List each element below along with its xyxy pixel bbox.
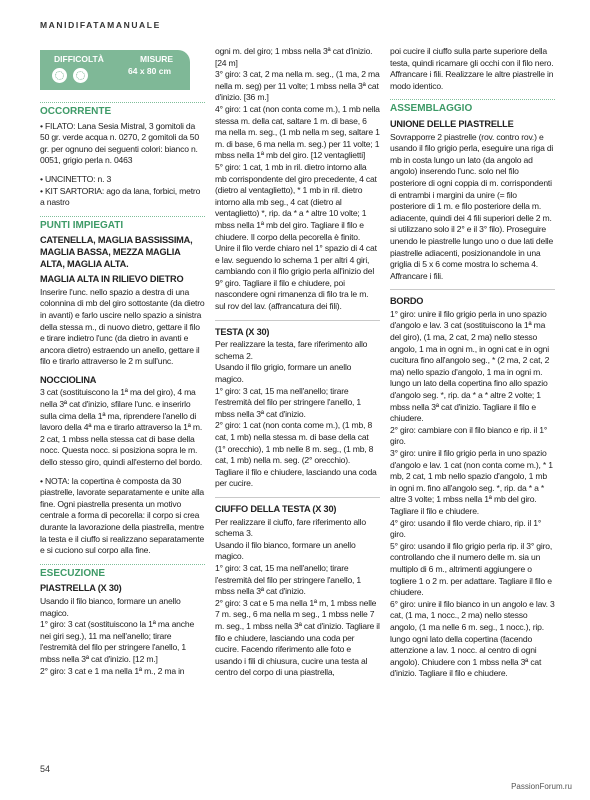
testa-round-1: 1° giro: 3 cat, 15 ma nell'anello; tirare l'estremità del filo per stringere l'anello, 1 mbss nella 3ª cat d'inizio.	[215, 385, 361, 419]
testa-intro: Per realizzare la testa, fare riferimento allo schema 2.	[215, 339, 368, 361]
materials-hook: • UNCINETTO: n. 3	[40, 173, 112, 184]
page-number: 54	[40, 764, 51, 774]
ciuffo-magic-ring: Usando il filo bianco, formare un anello magico.	[215, 539, 356, 562]
column-2	[215, 46, 380, 686]
ciuffo-intro: Per realizzare il ciuffo, fare riferimento allo schema 3.	[215, 516, 366, 539]
col2-round-2-cont: ogni m. del giro; 1 mbss nella 3ª cat d'inizio. [24 m]	[215, 46, 373, 68]
column-3	[390, 46, 555, 687]
subsection-title-bordo: BORDO	[390, 296, 424, 307]
size-label: MISURE	[140, 54, 174, 64]
col2-round-3: 3° giro: 3 cat, 2 ma nella m. seg., (1 ma, 2 ma nella m. seg) per 11 volte; 1 mbss nella 3ª cat d'inizio. [36 m.]	[215, 69, 380, 103]
difficulty-label: DIFFICOLTÀ	[54, 54, 104, 64]
bordo-round-1: 1° giro: unire il filo grigio perla in uno spazio d'angolo e lav. 3 cat (sostituiscono la 1ª ma del giro), (1 ma, 2 cat, 2 ma) nello stesso angolo, 1 ma in ogni m., in ogni cat e in ogni cucitura fino all'angolo seg., * (2 ma, 2 cat, 2 ma) nello spazio d'angolo, 1 ma in ogni m. lungo un lato della copertina fino allo spazio d'angolo seg. *, rip. da * a * altre 2 volte; 1 mbss nella 3ª cat d'inizio. Tagliare il filo e chiudere.	[390, 308, 550, 424]
stitch-list: CATENELLA, MAGLIA BASSISSIMA, MAGLIA BASSA, MEZZA MAGLIA ALTA, MAGLIA ALTA.	[40, 235, 193, 269]
size-value: 64 x 80 cm	[128, 66, 172, 76]
brand-prefix: MANIDIFATA	[40, 20, 108, 30]
stitch-title-nocciolina: NOCCIOLINA	[40, 374, 97, 385]
brand-suffix: MANUALE	[107, 20, 161, 30]
stitch-text-rilievo: Inserire l'unc. nello spazio a destra di una colonnina di mb del giro sottostante (da dietro in avanti) e farlo uscire nello spazio a sinistra della stessa m., di nuovo dietro, gettare il filo e tirare indietro l'unc (da dietro in avanti e ancora dietro) estraendo un anello, gettare il filo e tirarlo attraverso le 2 m sull'unc.	[40, 286, 205, 367]
piastrella-intro: Usando il filo bianco, formare un anello magico.	[40, 595, 181, 618]
col2-round-4: 4° giro: 1 cat (non conta come m.), 1 mb nella stessa m. della cat, saltare 1 m. di base, 6 ma nella m. seg., (1 mb nella m seg, saltare 1 m. di base, 6 ma nella m. seg.) per 11 volte; 1 mbss nella 1ª mb del giro. [12 ventaglietti]	[215, 103, 380, 161]
testa-magic-ring: Usando il filo grigio, formare un anello magico.	[215, 362, 352, 385]
ciuffo-round-1: 1° giro: 3 cat, 15 ma nell'anello; tirare l'estremità del filo per stringere l'anello, 1 mbss nella 3ª cat d'inizio.	[215, 562, 361, 597]
piastrella-round-2: 2° giro: 3 cat e 1 ma nella 1ª m., 2 ma in	[40, 665, 185, 676]
bordo-round-2: 2° giro: cambiare con il filo bianco e rip. il 1° giro.	[390, 424, 548, 447]
piastrella-round-1: 1° giro: 3 cat (sostituiscono la 1ª ma anche nei giri seg.), 11 ma nell'anello; tirare l'estremità del filo per stringere l'anello, 1 mbss nella 3ª cat d'inizio. [12 m.]	[40, 619, 195, 664]
section-title-assemblaggio: ASSEMBLAGGIO	[390, 99, 555, 115]
section-title-occorrente: OCCORRENTE	[40, 102, 205, 118]
testa-round-2: 2° giro: 1 cat (non conta come m.), (1 mb, 8 cat, 1 mb) nella stessa m. di base della cat (1° orecchio), 1 mb nelle 8 m. seg., (1 mb, 8 cat, 1 mb) nella m. seg. (2° orecchio). Tagliare il filo e chiudere, lasciando una coda per cucire.	[215, 420, 377, 489]
column-1	[40, 46, 205, 684]
col2-round-5: 5° giro: 1 cat, 1 mb in ril. dietro intorno alla mb corrispondente del giro precedente, 4 cat (dietro al ventaglietto), * 1 mb in ril. dietro intorno alla mb seg., 4 cat (dietro al ventaglietto) *, rip. da * a * altre 10 volte; 1 mbss nella 1ª mb del giro. Tagliare il filo e chiudere. Il corpo della pecorella è finito.	[215, 161, 377, 242]
stitch-text-nocciolina: 3 cat (sostituiscono la 1ª ma del giro), 4 ma nella 3ª cat d'inizio, sfilare l'unc. e inserirlo sulla cima della 1ª ma, riprendere l'anello di lavoro della 4ª ma e tirarlo attraverso la 1ª m. 2 cat, 1 mbss nella stessa cat di base della nocc. Questa nocc. si posiziona sopra le m. dello stesso giro, quindi all'esterno del bordo.	[40, 387, 203, 468]
section-title-punti: PUNTI IMPIEGATI	[40, 216, 205, 232]
col2-schema-1: Unire il filo verde chiaro nel 1° spazio di 4 cat e lav. seguendo lo schema 1 per altri 4 giri, cambiando con il filo grigio perla all'inizio del 9° giro. Tagliare il filo e chiudere, poi nascondere ogni rimanenza di filo tra le m. sul rov del lav. (affrancatura dei fili).	[215, 243, 377, 312]
note-paragraph: • NOTA: la copertina è composta da 30 piastrelle, lavorate separatamente e unite alla fine. Ogni piastrella presenta un motivo centrale a forma di pecorella: il corpo si crea durante la lavorazione della piastrella, mentre la testa e il ciuffo si realizzano separatamente e si cuciono sul corpo alla fine.	[40, 475, 205, 556]
divider	[215, 497, 380, 498]
bordo-round-5: 5° giro: usando il filo grigio perla rip. il 3° giro, controllando che il numero delle m. sia un multiplo di 6 m., altrimenti aggiungere o togliere 1 o 2 m. per adattare. Tagliare il filo e chiudere.	[390, 540, 553, 598]
section-title-esecuzione: ESECUZIONE	[40, 564, 205, 580]
col3-intro: poi cucire il ciuffo sulla parte superiore della testa, quindi ricamare gli occhi con il filo nero. Affrancare i fili. Realizzare le altre piastrelle in modo identico.	[390, 46, 554, 91]
bordo-round-3: 3° giro: unire il filo grigio perla in uno spazio d'angolo e lav. 1 cat (non conta come m.), * 1 mb, 2 cat, 1 mb nello spazio d'angolo, 1 mb in ogni m. fino all'angolo seg. *, rip. da * a * altre 3 volte; 1 mbss nella 1ª mb del giro. Tagliare il filo e chiudere.	[390, 448, 553, 516]
subsection-title-ciuffo: CIUFFO DELLA TESTA (X 30)	[215, 503, 337, 514]
materials-kit: • KIT SARTORIA: ago da lana, forbici, metro a nastro	[40, 185, 201, 208]
stitch-title-rilievo: MAGLIA ALTA IN RILIEVO DIETRO	[40, 274, 184, 285]
materials-yarn: • FILATO: Lana Sesia Mistral, 3 gomitoli da 50 gr. verde acqua n. 0270, 2 gomitoli da 50 gr. per ognuno dei seguenti colori: bianco n. 0051, grigio perla n. 0463	[40, 120, 199, 166]
running-header	[40, 20, 161, 30]
bordo-round-6: 6° giro: unire il filo bianco in un angolo e lav. 3 cat, (1 ma, 1 nocc., 2 ma) nello stesso angolo, (1 ma nelle 6 m. seg., 1 nocc.), rip. lungo ogni lato della copertina (facendo attenzione a lav. 1 nocc. al centro di ogni angolo). Chiudere con 1 mbss nella 3ª cat d'inizio. Tagliare il filo e chiudere.	[390, 598, 555, 679]
subsection-title-piastrella: PIASTRELLA (X 30)	[40, 583, 122, 594]
bordo-round-4: 4° giro: usando il filo verde chiaro, rip. il 1° giro.	[390, 517, 542, 540]
subsection-title-testa: TESTA (X 30)	[215, 326, 270, 337]
unione-text: Sovrapporre 2 piastrelle (rov. contro rov.) e usando il filo grigio perla, eseguire una riga di mb in costa lungo un lato (da angolo ad angolo) inserendo l'unc. solo nel filo posteriore di ogni coppia di m. corrispondenti di entrambi i margini da unire (= filo posteriore di 1 m. e filo posteriore della m. adiacente, quindi dei 4 fili superiori delle 2 m. si utilizzano solo il 2° e il 3° filo). Proseguire unendo le piastrelle lungo uno o due lati delle piastrelle adiacenti, posizionandole in una griglia di 5 x 6 come mostra lo schema 4. Affrancare i fili.	[390, 131, 554, 281]
ciuffo-round-2: 2° giro: 3 cat e 5 ma nella 1ª m, 1 mbss nelle 7 m. seg., 6 ma nella m seg., 1 mbss nelle 7 m. seg., 1 mbss nella 3ª cat d'inizio. Tagliare il filo e chiudere, lasciando una coda per cucire. Facendo riferimento alle foto e usando i fili di chiusura, cucire una testa al centro del corpo di una piastrella,	[215, 597, 380, 678]
watermark: PassionForum.ru	[511, 782, 572, 791]
divider	[215, 320, 380, 321]
subsection-title-unione: UNIONE DELLE PIASTRELLE	[390, 118, 514, 129]
divider	[390, 289, 555, 290]
